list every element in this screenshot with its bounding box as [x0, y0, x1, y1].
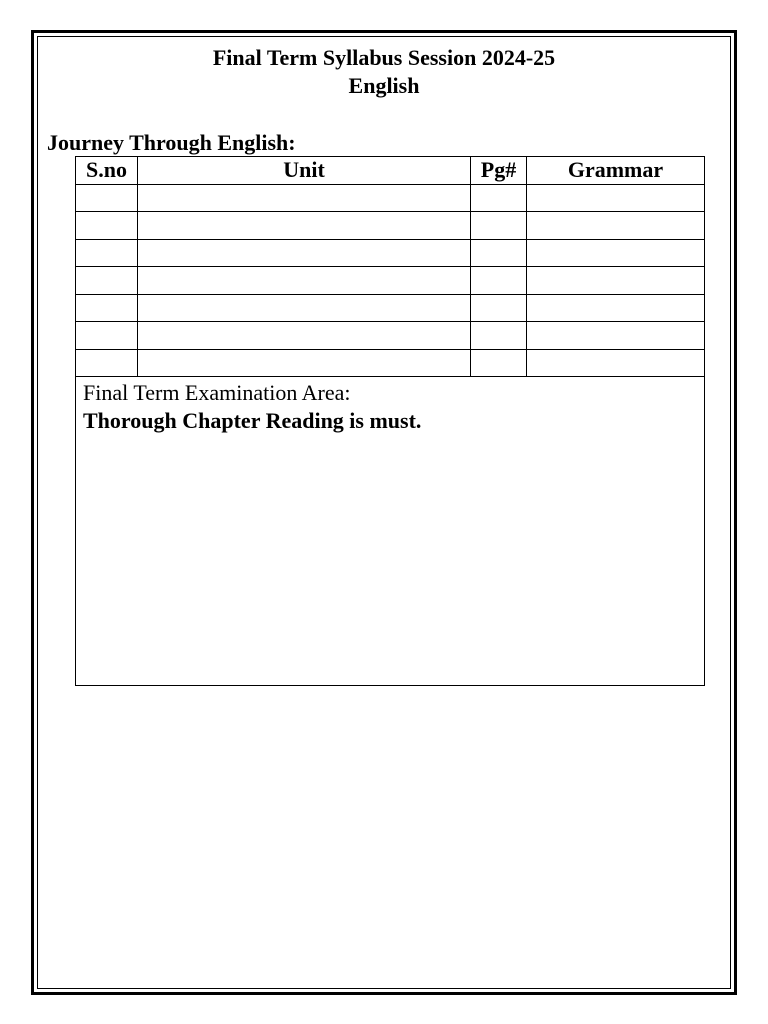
cell-page	[471, 267, 527, 295]
document-title: Final Term Syllabus Session 2024-25	[212, 45, 556, 70]
cell-grammar	[527, 349, 705, 377]
cell-sno	[76, 267, 138, 295]
cell-sno	[76, 349, 138, 377]
cell-grammar	[527, 212, 705, 240]
cell-unit	[138, 294, 471, 322]
cell-page	[471, 239, 527, 267]
exam-area-note: Thorough Chapter Reading is must.	[83, 408, 422, 433]
cell-sno	[76, 239, 138, 267]
table-row	[76, 184, 705, 212]
table-row	[76, 212, 705, 240]
cell-page	[471, 349, 527, 377]
cell-grammar	[527, 322, 705, 350]
header-grammar: Grammar	[527, 157, 705, 185]
exam-area-cell	[76, 377, 705, 686]
cell-sno	[76, 294, 138, 322]
cell-grammar	[527, 294, 705, 322]
header-unit: Unit	[138, 157, 471, 185]
syllabus-table	[75, 156, 705, 686]
cell-grammar	[527, 239, 705, 267]
table-row	[76, 267, 705, 295]
table-row	[76, 349, 705, 377]
table-row	[76, 239, 705, 267]
exam-area-label: Final Term Examination Area:	[83, 380, 351, 405]
cell-sno	[76, 184, 138, 212]
cell-grammar	[527, 184, 705, 212]
cell-unit	[138, 349, 471, 377]
cell-unit	[138, 267, 471, 295]
cell-unit	[138, 184, 471, 212]
cell-unit	[138, 212, 471, 240]
cell-page	[471, 212, 527, 240]
exam-area-row	[76, 377, 705, 686]
table-row	[76, 294, 705, 322]
cell-page	[471, 322, 527, 350]
header-page: Pg#	[471, 157, 527, 185]
header-sno: S.no	[76, 157, 138, 185]
cell-page	[471, 184, 527, 212]
subject-title: English	[348, 73, 420, 98]
cell-grammar	[527, 267, 705, 295]
table-header-row	[76, 157, 705, 185]
cell-unit	[138, 322, 471, 350]
cell-sno	[76, 322, 138, 350]
cell-sno	[76, 212, 138, 240]
section-heading: Journey Through English:	[47, 130, 296, 155]
table-row	[76, 322, 705, 350]
cell-page	[471, 294, 527, 322]
cell-unit	[138, 239, 471, 267]
